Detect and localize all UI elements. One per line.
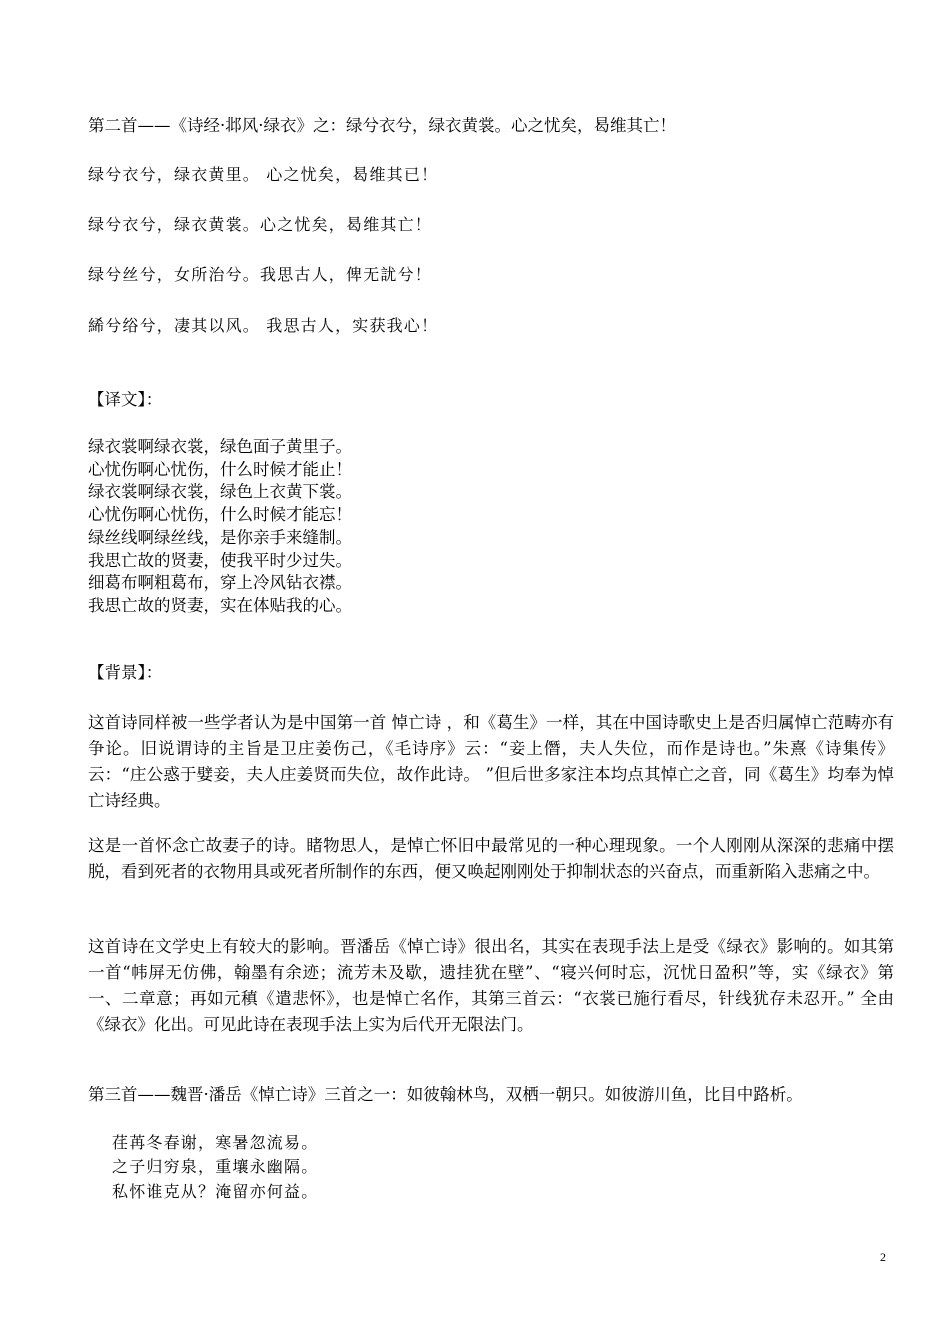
poem-line-2: 绿兮衣兮，绿衣黄裳。心之忧矣，曷维其亡！ [88, 215, 433, 234]
translation-line: 我思亡故的贤妻，使我平时少过失。 [88, 550, 352, 570]
page-number: 2 [880, 1250, 886, 1264]
translation-line: 心忧伤啊心忧伤，什么时候才能止！ [88, 459, 352, 479]
translation-line: 心忧伤啊心忧伤，什么时候才能忘！ [88, 505, 352, 525]
translation-line: 绿衣裳啊绿衣裳，绿色上衣黄下裳。 [88, 482, 352, 502]
poem3-block [112, 1131, 318, 1204]
poem3-heading: 第三首——魏晋·潘岳《悼亡诗》三首之一：如彼翰林鸟，双栖一朝只。如彼游川鱼，比目中路析。 [88, 1085, 803, 1104]
poem3-line: 荏苒冬春谢，寒暑忽流易。 [112, 1133, 319, 1152]
background-paragraph-3: 这首诗在文学史上有较大的影响。晋潘岳《悼亡诗》很出名，其实在表现手法上是受《绿衣》影响的。如其第一首“帏屏无仿佛，翰墨有余迹；流芳未及歇，遗挂犹在壁”、“寝兴何时忘，沉忧日盈积”等，实《绿衣》第一、二章意；再如元稹《遣悲怀》，也是悼亡名作，其第三首云：“衣裳已施行看尽，针线犹存未忍开。” 全由《绿衣》化出。可见此诗在表现手法上实为后代开无限法门。 [88, 937, 894, 1034]
translation-block [88, 436, 352, 618]
poem2-heading: 第二首——《诗经·邶风·绿衣》之：绿兮衣兮，绿衣黄裳。心之忧矣，曷维其亡！ [88, 116, 676, 135]
poem-line-1: 绿兮衣兮，绿衣黄里。 心之忧矣，曷维其已！ [88, 165, 439, 184]
poem-line-3: 绿兮丝兮，女所治兮。我思古人，俾无訧兮！ [88, 265, 433, 284]
background-paragraph-1: 这首诗同样被一些学者认为是中国第一首 悼亡诗 ，和《葛生》一样，其在中国诗歌史上是否归属悼亡范畴亦有争论。旧说谓诗的主旨是卫庄姜伤己，《毛诗序》云：“妾上僭，夫人失位，而作是诗也。”朱熹《诗集传》云：“庄公惑于嬖妾，夫人庄姜贤而失位，故作此诗。 ”但后世多家注本均点其悼亡之音，同《葛生》均奉为悼亡诗经典。 [88, 713, 894, 810]
translation-label: 【译文】： [88, 390, 163, 409]
background-paragraph-2: 这是一首怀念亡故妻子的诗。睹物思人，是悼亡怀旧中最常见的一种心理现象。一个人刚刚从深深的悲痛中摆脱，看到死者的衣物用具或死者所制作的东西，便又唤起刚刚处于抑制状态的兴奋点，而重新陷入悲痛之中。 [88, 836, 894, 881]
background-label: 【背景】： [88, 663, 163, 682]
poem-line-4: 絺兮绤兮，凄其以风。 我思古人，实获我心！ [88, 316, 439, 335]
translation-line: 绿衣裳啊绿衣裳，绿色面子黄里子。 [88, 437, 352, 456]
poem3-line: 私怀谁克从？淹留亦何益。 [112, 1181, 319, 1201]
translation-line: 细葛布啊粗葛布，穿上冷风钻衣襟。 [88, 573, 352, 593]
poem3-line: 之子归穷泉，重壤永幽隔。 [112, 1157, 319, 1177]
translation-line: 绿丝线啊绿丝线，是你亲手来缝制。 [88, 527, 352, 547]
translation-line: 我思亡故的贤妻，实在体贴我的心。 [88, 595, 352, 615]
